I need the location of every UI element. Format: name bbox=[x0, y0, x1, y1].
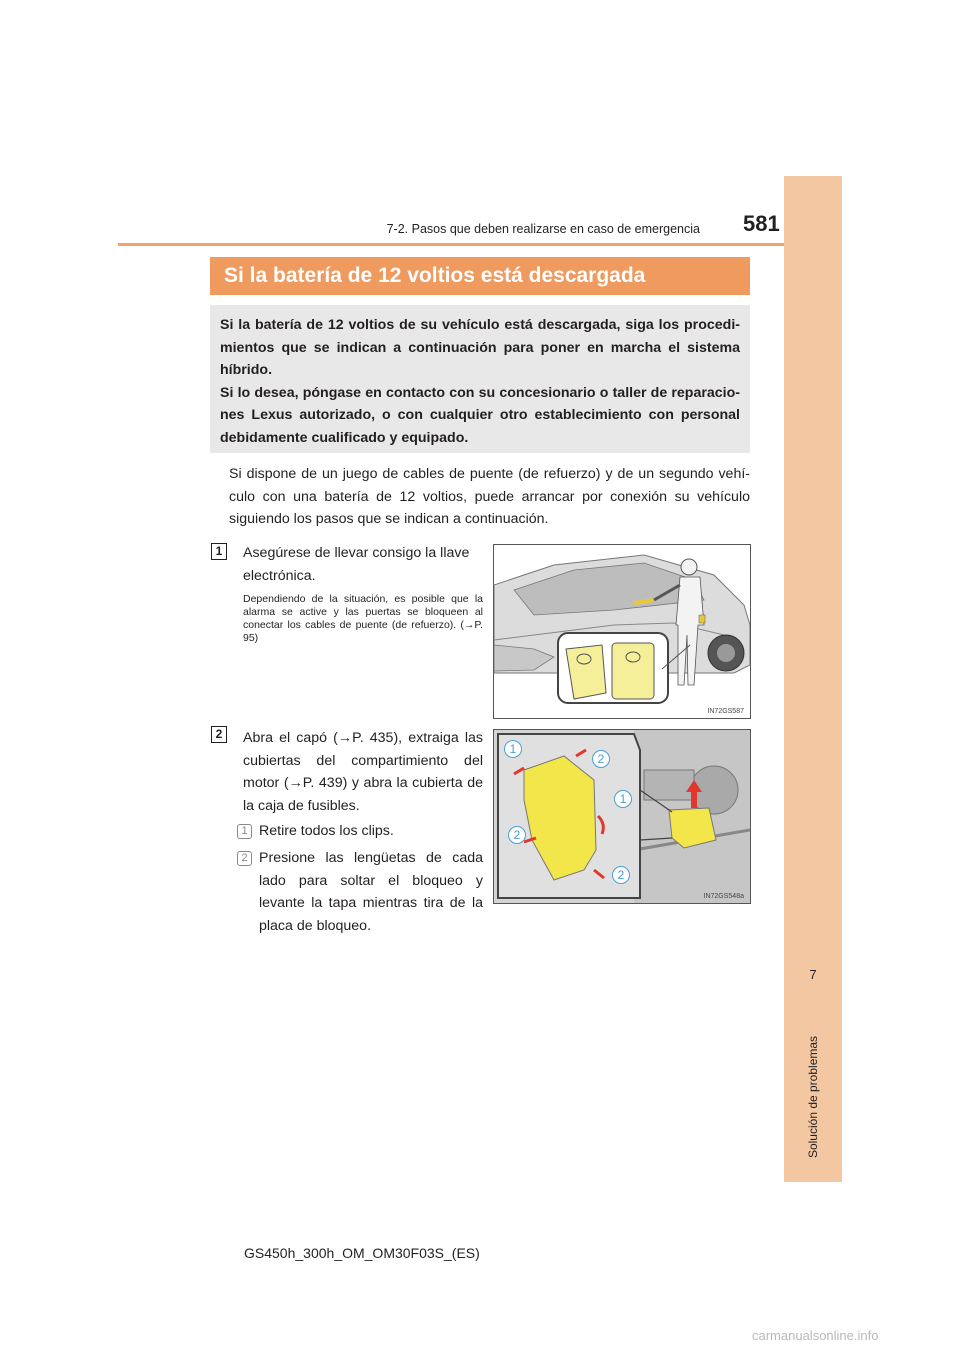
chapter-title: Solución de problemas bbox=[806, 1035, 820, 1159]
callout: 1 bbox=[504, 740, 522, 758]
section-title: Si la batería de 12 voltios está descargada bbox=[210, 257, 750, 295]
step-text: Asegúrese de llevar consigo la llave electrónica. bbox=[243, 545, 470, 584]
car-illustration bbox=[494, 545, 750, 718]
figure-person-with-key-at-car bbox=[493, 544, 751, 719]
step-text: Abra el capó (→P. 435), extraiga las cubiertas del compartimiento del motor (→P. 439) y abra la cubierta de la caja de fusibles. bbox=[243, 730, 483, 814]
chapter-number: 7 bbox=[809, 967, 817, 982]
substep-number-badge: 1 bbox=[237, 824, 252, 839]
header-rule bbox=[118, 243, 784, 246]
substep-number-badge: 2 bbox=[237, 851, 252, 866]
callout: 2 bbox=[612, 866, 630, 884]
body-paragraph: Si dispone de un juego de cables de puente (de refuerzo) y de un segundo vehí-culo con una batería de 12 voltios, puede arrancar por conexión su vehículo siguiendo los pasos que se indican a continuación. bbox=[229, 466, 750, 527]
document-code: GS450h_300h_OM_OM30F03S_(ES) bbox=[244, 1245, 480, 1261]
step-number-badge: 2 bbox=[211, 726, 227, 743]
running-header: 7-2. Pasos que deben realizarse en caso de emergencia bbox=[386, 222, 700, 236]
chapter-side-tab bbox=[784, 176, 842, 1182]
substep-text: Presione las lengüetas de cada lado para soltar el bloqueo y levante la tapa mientras tira de la placa de bloqueo. bbox=[259, 850, 483, 934]
step-number-badge: 1 bbox=[211, 543, 227, 560]
watermark: carmanualsonline.info bbox=[752, 1328, 879, 1343]
figure-engine-compartment-fuse-box bbox=[493, 729, 751, 904]
intro-paragraph: Si la batería de 12 voltios de su vehículo está descargada, siga los procedi-mientos que se indican a continuación para poner en marcha el sistema híbrido. bbox=[220, 317, 740, 378]
callout: 1 bbox=[614, 790, 632, 808]
step-note: Dependiendo de la situación, es posible que la alarma se active y las puertas se bloqueen al conectar los cables de puente (de refuerzo). (→P. 95) bbox=[243, 593, 483, 644]
figure-code: IN72GS587 bbox=[707, 708, 744, 715]
intro-box bbox=[210, 305, 750, 453]
substep-text: Retire todos los clips. bbox=[259, 823, 394, 839]
page-number: 581 bbox=[743, 211, 780, 236]
callout: 2 bbox=[508, 826, 526, 844]
intro-paragraph: Si lo desea, póngase en contacto con su concesionario o taller de reparacio-nes Lexus autorizado, o con cualquier otro establecimiento con personal debidamente cualificado y equipado. bbox=[220, 384, 740, 446]
callout: 2 bbox=[592, 750, 610, 768]
figure-code: IN72GS548a bbox=[703, 893, 744, 900]
